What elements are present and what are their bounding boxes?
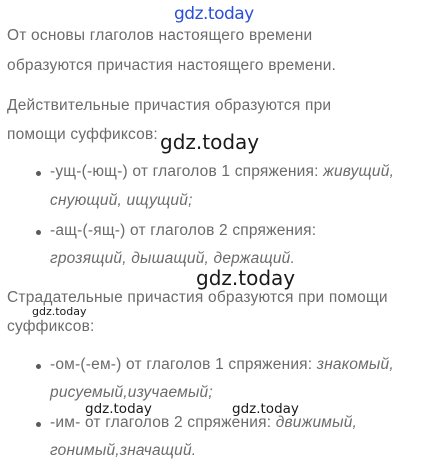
paragraph-2-line-1: Действительные причастия образуются при [7, 97, 332, 114]
paragraph-1-line-1: От основы глаголов настоящего времени [7, 27, 313, 44]
watermark-top: gdz.today [174, 4, 254, 24]
watermark-4: gdz.today [85, 401, 152, 417]
active-suffix-item-1-line-2: снующий, ищущий; [50, 192, 193, 209]
paragraph-3-line-1: Страдательные причастия образуются при помощи [7, 289, 388, 306]
watermark-2: gdz.today [196, 266, 296, 290]
passive-suffix-2-rule: -им- от глаголов 2 спряжения: [50, 414, 276, 431]
passive-suffix-item-1-line-1 [50, 356, 394, 374]
passive-suffix-item-2-line-2: гонимый,значащий. [50, 442, 197, 459]
passive-suffix-1-rule: -ом-(-ем-) от глаголов 1 спряжения: [50, 356, 317, 373]
passive-suffix-item-1-line-2: рисуемый,изучаемый; [50, 384, 213, 401]
bullet-marker [36, 422, 41, 427]
active-suffix-item-2-line-1: -ащ-(-ящ-) от глаголов 2 спряжения: [50, 222, 317, 239]
paragraph-2-line-2: помощи суффиксов: [7, 126, 158, 143]
paragraph-1-line-2: образуются причастия настоящего времени. [7, 57, 337, 74]
passive-suffix-2-example: движимый, [275, 414, 358, 431]
bullet-marker [36, 364, 41, 369]
bullet-marker [36, 171, 41, 176]
active-suffix-item-1-line-1 [50, 163, 394, 181]
passive-suffix-1-example: знакомый, [316, 356, 394, 373]
active-suffix-1-rule: -ущ-(-ющ-) от глаголов 1 спряжения: [50, 163, 324, 180]
bullet-marker [36, 230, 41, 235]
active-suffix-1-example: живущий, [323, 163, 395, 180]
passive-suffix-item-2-line-1 [50, 414, 357, 432]
watermark-1: gdz.today [160, 130, 260, 154]
watermark-3: gdz.today [32, 305, 87, 318]
paragraph-3-line-2: суффиксов: [7, 318, 95, 335]
watermark-5: gdz.today [232, 401, 299, 417]
active-suffix-item-2-line-2: грозящий, дышащий, держащий. [50, 250, 296, 267]
